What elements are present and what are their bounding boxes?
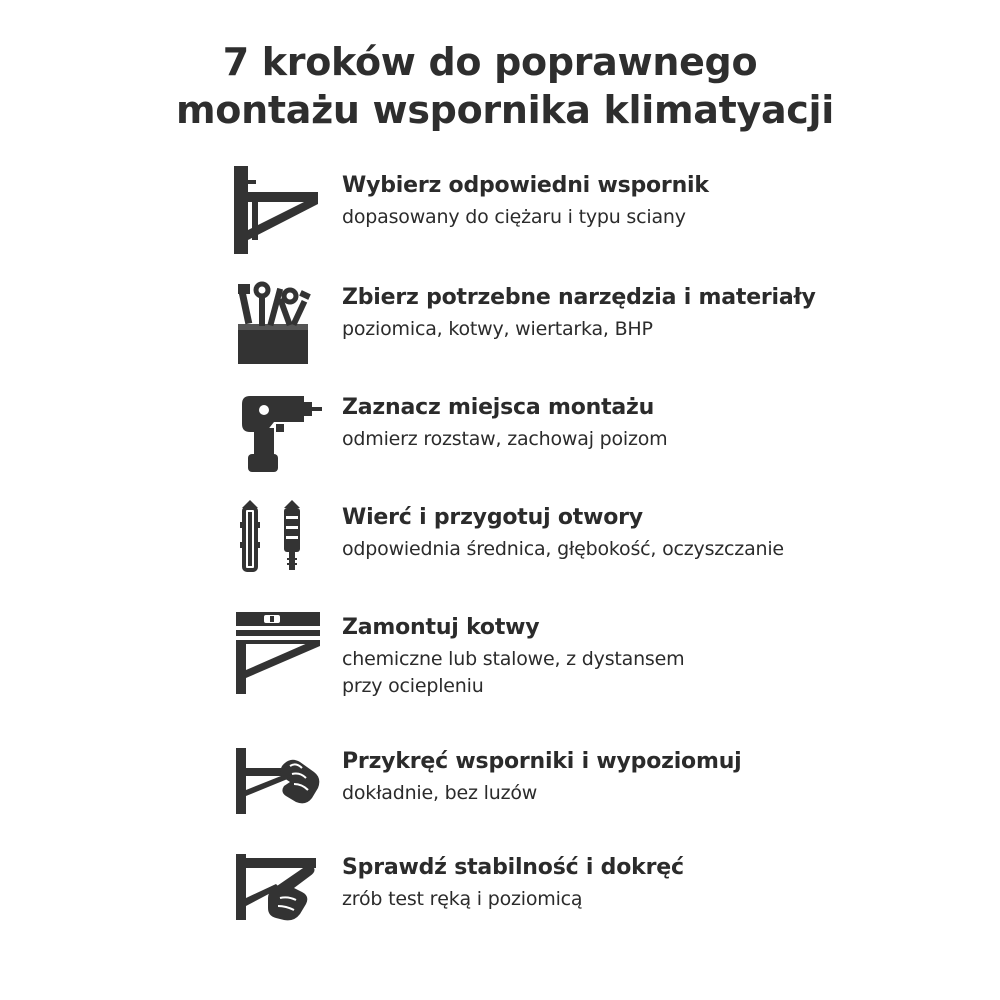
step-5-heading: Zamontuj kotwy (342, 615, 540, 640)
step-6-description: dokładnie, bez luzów (342, 782, 538, 804)
step-2-heading: Zbierz potrzebne narzędzia i materiały (342, 285, 816, 310)
step-7-description: zrób test ręką i poziomicą (342, 888, 583, 910)
toolbox-icon (230, 278, 326, 374)
title-line-1: 7 kroków do poprawnego (222, 40, 758, 84)
page-title (0, 38, 1000, 134)
step-2-description: poziomica, kotwy, wiertarka, BHP (342, 318, 653, 340)
wall-anchors-icon (230, 498, 326, 594)
drill-icon (230, 388, 326, 484)
step-3 (230, 388, 970, 488)
step-3-heading: Zaznacz miejsca montażu (342, 395, 655, 420)
step-6-heading: Przykręć wsporniki i wypoziomuj (342, 749, 742, 774)
level-bracket-icon (230, 608, 326, 704)
title-line-2: montażu wspornika klimatyacji (176, 88, 834, 132)
step-4 (230, 498, 970, 598)
wall-bracket-icon (230, 166, 326, 262)
step-7-heading: Sprawdź stabilność i dokręć (342, 855, 684, 880)
step-6 (230, 742, 970, 842)
step-4-description: odpowiednia średnica, głębokość, oczyszczanie (342, 538, 784, 560)
step-3-description: odmierz rozstaw, zachowaj poizom (342, 428, 668, 450)
step-1-description: dopasowany do ciężaru i typu sciany (342, 206, 686, 228)
step-7 (230, 848, 970, 948)
step-5 (230, 608, 970, 708)
hand-bracket-icon (230, 742, 326, 838)
pointing-hand-bracket-icon (230, 848, 326, 944)
step-1 (230, 166, 970, 266)
step-5-description: chemiczne lub stalowe, z dystansem przy ociepleniu (342, 648, 685, 697)
step-1-heading: Wybierz odpowiedni wspornik (342, 173, 709, 198)
step-2 (230, 278, 970, 378)
step-4-heading: Wierć i przygotuj otwory (342, 505, 643, 530)
